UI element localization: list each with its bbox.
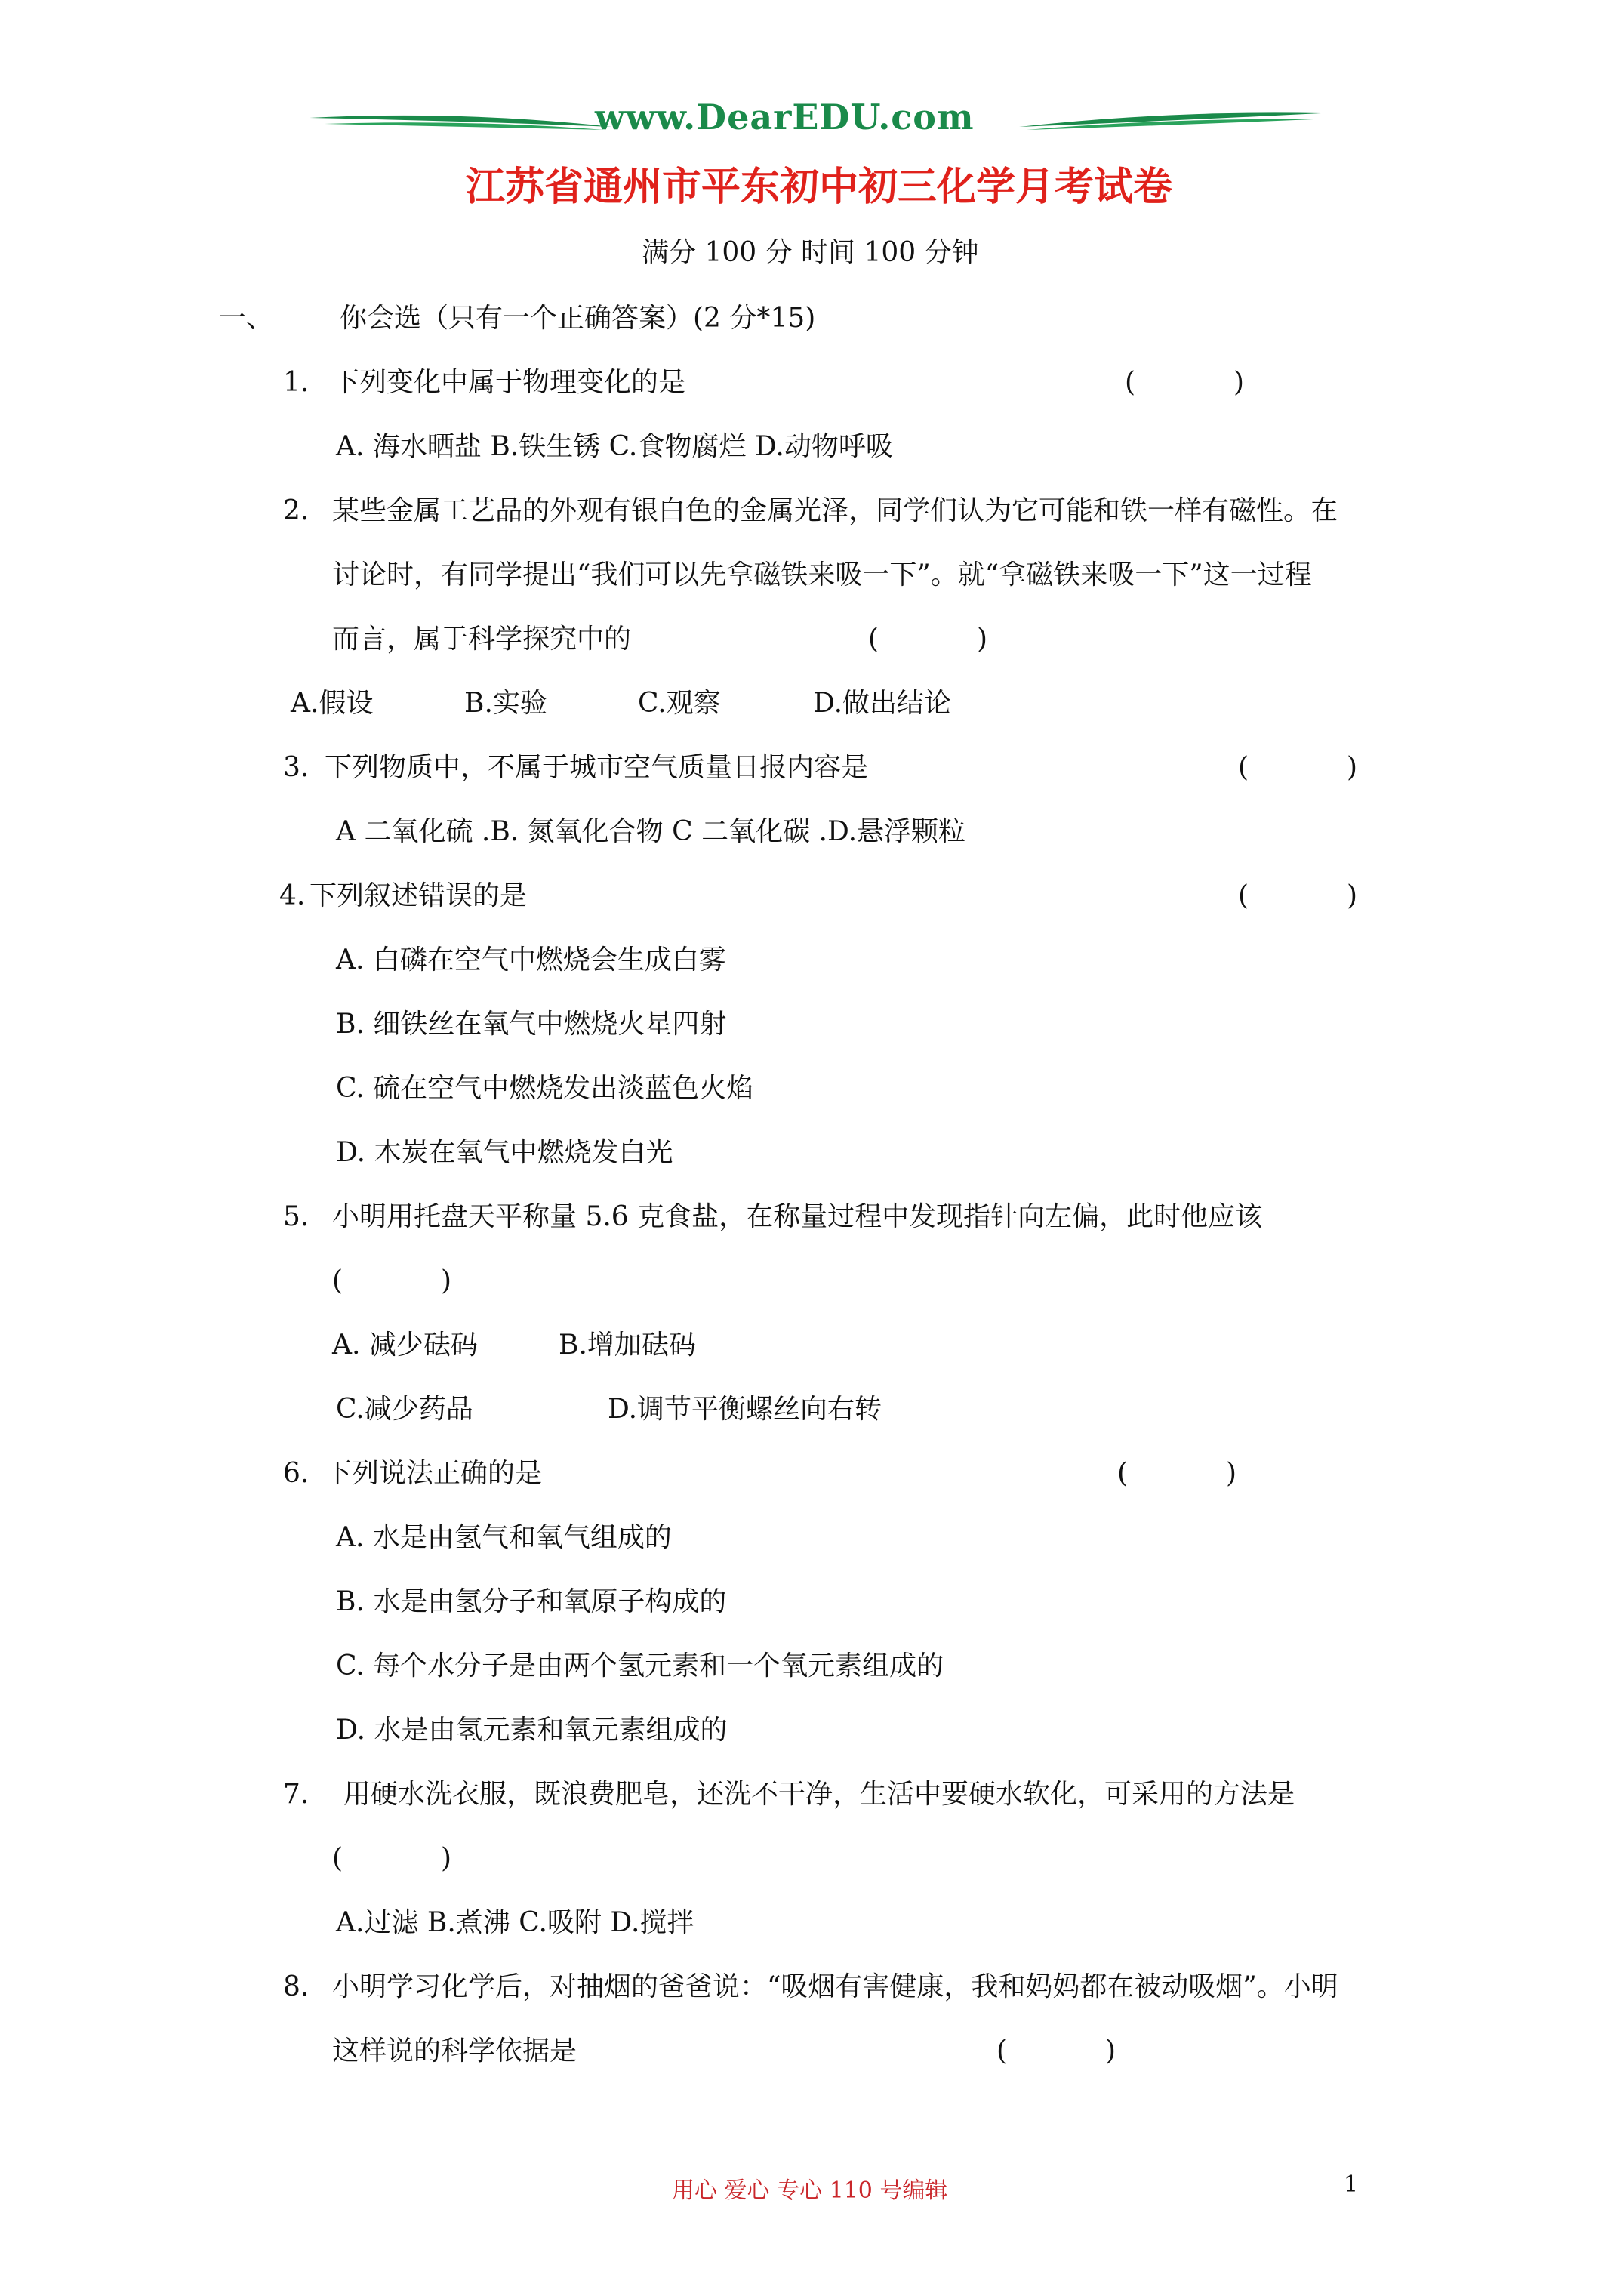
logo-swoosh-right-icon [1019, 104, 1321, 149]
logo-swoosh-left-icon [310, 104, 611, 149]
q8-line2: 这样说的科学依据是 [332, 2036, 577, 2066]
paren-close: ) [1347, 880, 1358, 911]
q7-options: A.过滤 B.煮沸 C.吸附 D.搅拌 [336, 1907, 694, 1938]
q3-answer-blank[interactable] [1238, 751, 1357, 784]
q6-option-c: C. 每个水分子是由两个氢元素和一个氧元素组成的 [336, 1650, 944, 1681]
q8-line1: 小明学习化学后，对抽烟的爸爸说：“吸烟有害健康，我和妈妈都在被动吸烟”。小明 [332, 1971, 1338, 2002]
paren-close: ) [977, 624, 988, 655]
header-logo [310, 97, 1321, 157]
q4-option-d: D. 木炭在氧气中燃烧发白光 [336, 1137, 673, 1168]
q6-option-a: A. 水是由氢气和氧气组成的 [336, 1522, 672, 1553]
q4-number: 4. [279, 880, 306, 911]
q6-number: 6. [283, 1458, 310, 1489]
q6-text: 下列说法正确的是 [325, 1458, 543, 1489]
q2-answer-blank[interactable] [868, 623, 987, 656]
q5-option-c: C.减少药品 [336, 1394, 473, 1425]
q2-option-d: D.做出结论 [813, 688, 952, 719]
exam-subtitle: 满分 100 分 时间 100 分钟 [642, 237, 979, 268]
q7-number: 7. [283, 1779, 310, 1810]
q4-option-b: B. 细铁丝在氧气中燃烧火星四射 [336, 1009, 727, 1040]
q2-number: 2. [283, 495, 310, 526]
q5-number: 5. [283, 1201, 310, 1232]
footer-text: 用心 爱心 专心 110 号编辑 [672, 2177, 948, 2204]
q5-option-a: A. 减少砝码 [332, 1330, 478, 1361]
section-label: 你会选（只有一个正确答案）(2 分*15) [340, 303, 816, 334]
q4-answer-blank[interactable] [1238, 880, 1357, 913]
q2-line1: 某些金属工艺品的外观有银白色的金属光泽，同学们认为它可能和铁一样有磁性。在 [332, 495, 1338, 526]
q1-answer-blank[interactable] [1125, 366, 1244, 399]
paren-open: ( [1238, 880, 1249, 911]
q2-option-b: B.实验 [464, 688, 547, 719]
q5-answer-blank[interactable] [332, 1265, 451, 1298]
section-number: 一、 [219, 303, 274, 334]
q3-number: 3. [283, 752, 310, 783]
paren-close: ) [1233, 367, 1245, 398]
q4-text: 下列叙述错误的是 [310, 880, 528, 911]
page-title: 江苏省通州市平东初中初三化学月考试卷 [466, 165, 1173, 210]
q5-option-b: B.增加砝码 [559, 1330, 696, 1361]
paren-close: ) [1105, 2036, 1116, 2066]
q7-text: 用硬水洗衣服，既浪费肥皂，还洗不干净，生活中要硬水软化，可采用的方法是 [343, 1779, 1295, 1810]
q7-answer-blank[interactable] [332, 1842, 451, 1875]
q1-options: A. 海水晒盐 B.铁生锈 C.食物腐烂 D.动物呼吸 [336, 431, 893, 462]
q5-option-d: D.调节平衡螺丝向右转 [608, 1394, 882, 1425]
paren-open: ( [332, 1265, 343, 1296]
site-url: www.DearEDU.com [595, 97, 975, 137]
q2-line3: 而言，属于科学探究中的 [332, 624, 632, 655]
q3-text: 下列物质中，不属于城市空气质量日报内容是 [325, 752, 869, 783]
q6-option-d: D. 水是由氢元素和氧元素组成的 [336, 1715, 728, 1746]
paren-close: ) [1226, 1458, 1237, 1489]
paren-open: ( [996, 2036, 1008, 2066]
paren-open: ( [1125, 367, 1136, 398]
q4-option-c: C. 硫在空气中燃烧发出淡蓝色火焰 [336, 1073, 754, 1104]
paren-open: ( [868, 624, 879, 655]
paren-close: ) [441, 1843, 452, 1874]
q6-option-b: B. 水是由氢分子和氧原子构成的 [336, 1586, 727, 1617]
q2-option-a: A.假设 [291, 688, 374, 719]
q2-option-c: C.观察 [638, 688, 721, 719]
page-number: 1 [1344, 2171, 1359, 2198]
paren-close: ) [1347, 752, 1358, 783]
paren-open: ( [1117, 1458, 1129, 1489]
paren-open: ( [1238, 752, 1249, 783]
q3-options: A 二氧化硫 .B. 氮氧化合物 C 二氧化碳 .D.悬浮颗粒 [336, 816, 966, 847]
q2-line2: 讨论时，有同学提出“我们可以先拿磁铁来吸一下”。就“拿磁铁来吸一下”这一过程 [332, 559, 1312, 590]
q5-text: 小明用托盘天平称量 5.6 克食盐，在称量过程中发现指针向左偏，此时他应该 [332, 1201, 1263, 1232]
q1-number: 1. [283, 367, 310, 398]
q6-answer-blank[interactable] [1117, 1457, 1236, 1490]
paren-close: ) [441, 1265, 452, 1296]
q8-answer-blank[interactable] [996, 2035, 1116, 2068]
paren-open: ( [332, 1843, 343, 1874]
q4-option-a: A. 白磷在空气中燃烧会生成白雾 [336, 945, 726, 975]
q8-number: 8. [283, 1971, 310, 2002]
q1-text: 下列变化中属于物理变化的是 [332, 367, 686, 398]
